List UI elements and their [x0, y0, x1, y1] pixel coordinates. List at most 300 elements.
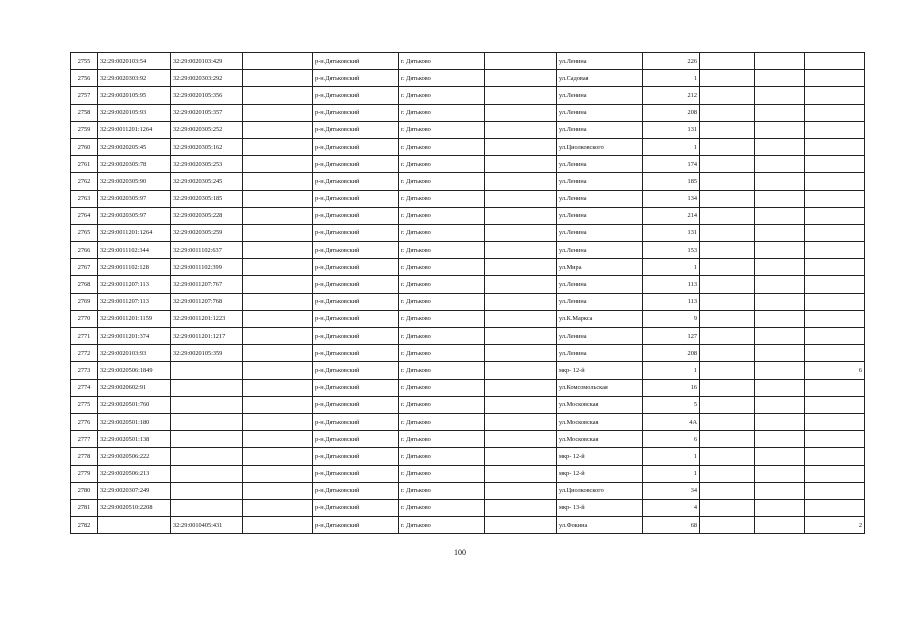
empty-cell — [485, 482, 557, 499]
empty-cell — [243, 104, 313, 121]
row-number-cell: 2770 — [71, 310, 98, 327]
district-cell: р-н.Дятьковский — [313, 242, 399, 259]
house-number-cell: 1 — [643, 448, 700, 465]
row-number-cell: 2767 — [71, 259, 98, 276]
street-cell: ул.Ленина — [557, 293, 643, 310]
district-cell: р-н.Дятьковский — [313, 156, 399, 173]
empty-cell — [755, 396, 805, 413]
apartment-number-cell — [805, 259, 865, 276]
district-cell: р-н.Дятьковский — [313, 310, 399, 327]
house-number-cell: 16 — [643, 379, 700, 396]
empty-cell — [243, 121, 313, 138]
row-number-cell: 2762 — [71, 173, 98, 190]
empty-cell — [243, 396, 313, 413]
city-cell: г. Дятьково — [399, 396, 485, 413]
empty-cell — [700, 259, 755, 276]
empty-cell — [485, 242, 557, 259]
house-number-cell: 4 — [643, 499, 700, 516]
empty-cell — [700, 242, 755, 259]
city-cell: г. Дятьково — [399, 53, 485, 70]
row-number-cell: 2758 — [71, 104, 98, 121]
city-cell: г. Дятьково — [399, 70, 485, 87]
object-cadastral-number-cell: 32:29:0020103:429 — [171, 53, 243, 70]
empty-cell — [485, 328, 557, 345]
empty-cell — [755, 242, 805, 259]
street-cell: ул.Ленина — [557, 87, 643, 104]
empty-cell — [700, 138, 755, 155]
empty-cell — [755, 121, 805, 138]
district-cell: р-н.Дятьковский — [313, 396, 399, 413]
table-row — [71, 70, 865, 87]
city-cell: г. Дятьково — [399, 499, 485, 516]
table-row — [71, 465, 865, 482]
cadastral-number-cell: 32:29:0011201:1264 — [98, 121, 171, 138]
district-cell: р-н.Дятьковский — [313, 87, 399, 104]
table-row — [71, 310, 865, 327]
street-cell: ул.Мира — [557, 259, 643, 276]
cadastral-number-cell: 32:29:0020105:93 — [98, 104, 171, 121]
empty-cell — [700, 173, 755, 190]
apartment-number-cell — [805, 310, 865, 327]
object-cadastral-number-cell: 32:29:0020305:259 — [171, 224, 243, 241]
street-cell: ул.Ленина — [557, 173, 643, 190]
street-cell: ул.Циолковского — [557, 482, 643, 499]
empty-cell — [700, 379, 755, 396]
empty-cell — [700, 293, 755, 310]
object-cadastral-number-cell: 32:29:0020305:228 — [171, 207, 243, 224]
district-cell: р-н.Дятьковский — [313, 104, 399, 121]
apartment-number-cell — [805, 276, 865, 293]
apartment-number-cell — [805, 138, 865, 155]
empty-cell — [485, 138, 557, 155]
house-number-cell: 153 — [643, 242, 700, 259]
house-number-cell: 174 — [643, 156, 700, 173]
apartment-number-cell — [805, 448, 865, 465]
empty-cell — [755, 190, 805, 207]
apartment-number-cell — [805, 499, 865, 516]
row-number-cell: 2782 — [71, 517, 98, 534]
empty-cell — [755, 413, 805, 430]
empty-cell — [700, 362, 755, 379]
cadastral-number-cell: 32:29:0020105:95 — [98, 87, 171, 104]
object-cadastral-number-cell: 32:29:0011102:637 — [171, 242, 243, 259]
row-number-cell: 2765 — [71, 224, 98, 241]
empty-cell — [700, 310, 755, 327]
apartment-number-cell — [805, 482, 865, 499]
house-number-cell: 5 — [643, 396, 700, 413]
house-number-cell: 208 — [643, 104, 700, 121]
cadastral-number-cell: 32:29:0011207:113 — [98, 276, 171, 293]
empty-cell — [243, 413, 313, 430]
empty-cell — [700, 121, 755, 138]
apartment-number-cell — [805, 70, 865, 87]
empty-cell — [700, 517, 755, 534]
city-cell: г. Дятьково — [399, 276, 485, 293]
apartment-number-cell: 2 — [805, 517, 865, 534]
object-cadastral-number-cell — [171, 482, 243, 499]
district-cell: р-н.Дятьковский — [313, 190, 399, 207]
object-cadastral-number-cell: 32:29:0020305:253 — [171, 156, 243, 173]
table-row — [71, 138, 865, 155]
cadastral-number-cell: 32:29:0020103:93 — [98, 345, 171, 362]
empty-cell — [243, 173, 313, 190]
street-cell: ул.Московская — [557, 413, 643, 430]
empty-cell — [700, 448, 755, 465]
city-cell: г. Дятьково — [399, 138, 485, 155]
empty-cell — [700, 499, 755, 516]
table-row — [71, 53, 865, 70]
empty-cell — [700, 396, 755, 413]
row-number-cell: 2760 — [71, 138, 98, 155]
street-cell: мкр- 12-й — [557, 362, 643, 379]
empty-cell — [243, 328, 313, 345]
city-cell: г. Дятьково — [399, 431, 485, 448]
row-number-cell: 2774 — [71, 379, 98, 396]
house-number-cell: 34 — [643, 482, 700, 499]
empty-cell — [755, 259, 805, 276]
city-cell: г. Дятьково — [399, 379, 485, 396]
empty-cell — [700, 87, 755, 104]
cadastral-number-cell: 32:29:0020506:213 — [98, 465, 171, 482]
city-cell: г. Дятьково — [399, 482, 485, 499]
row-number-cell: 2780 — [71, 482, 98, 499]
table-row — [71, 104, 865, 121]
cadastral-number-cell: 32:29:0020305:97 — [98, 190, 171, 207]
table-row — [71, 224, 865, 241]
house-number-cell: 1 — [643, 70, 700, 87]
empty-cell — [243, 482, 313, 499]
city-cell: г. Дятьково — [399, 413, 485, 430]
page-number: 100 — [454, 548, 466, 557]
table-row — [71, 362, 865, 379]
table-row — [71, 87, 865, 104]
house-number-cell: 127 — [643, 328, 700, 345]
empty-cell — [755, 379, 805, 396]
empty-cell — [243, 276, 313, 293]
cadastral-number-cell: 32:29:0020305:90 — [98, 173, 171, 190]
empty-cell — [485, 293, 557, 310]
empty-cell — [755, 328, 805, 345]
object-cadastral-number-cell: 32:29:0011102:399 — [171, 259, 243, 276]
empty-cell — [485, 224, 557, 241]
empty-cell — [485, 499, 557, 516]
district-cell: р-н.Дятьковский — [313, 362, 399, 379]
object-cadastral-number-cell: 32:29:0020303:292 — [171, 70, 243, 87]
empty-cell — [755, 53, 805, 70]
empty-cell — [485, 156, 557, 173]
row-number-cell: 2775 — [71, 396, 98, 413]
empty-cell — [485, 345, 557, 362]
city-cell: г. Дятьково — [399, 156, 485, 173]
street-cell: ул.Ленина — [557, 53, 643, 70]
city-cell: г. Дятьково — [399, 224, 485, 241]
apartment-number-cell — [805, 53, 865, 70]
empty-cell — [243, 53, 313, 70]
street-cell: ул.Ленина — [557, 190, 643, 207]
cadastral-number-cell — [98, 517, 171, 534]
city-cell: г. Дятьково — [399, 310, 485, 327]
empty-cell — [243, 431, 313, 448]
district-cell: р-н.Дятьковский — [313, 413, 399, 430]
empty-cell — [700, 224, 755, 241]
district-cell: р-н.Дятьковский — [313, 121, 399, 138]
table-row — [71, 345, 865, 362]
table-row — [71, 293, 865, 310]
empty-cell — [485, 362, 557, 379]
empty-cell — [755, 276, 805, 293]
object-cadastral-number-cell — [171, 448, 243, 465]
city-cell: г. Дятьково — [399, 104, 485, 121]
district-cell: р-н.Дятьковский — [313, 276, 399, 293]
table-row — [71, 517, 865, 534]
street-cell: ул.Ленина — [557, 276, 643, 293]
city-cell: г. Дятьково — [399, 173, 485, 190]
table-row — [71, 276, 865, 293]
empty-cell — [485, 517, 557, 534]
district-cell: р-н.Дятьковский — [313, 328, 399, 345]
empty-cell — [755, 138, 805, 155]
row-number-cell: 2763 — [71, 190, 98, 207]
cadastral-number-cell: 32:29:0011201:1159 — [98, 310, 171, 327]
house-number-cell: 131 — [643, 121, 700, 138]
object-cadastral-number-cell: 32:29:0010405:431 — [171, 517, 243, 534]
house-number-cell: 68 — [643, 517, 700, 534]
district-cell: р-н.Дятьковский — [313, 173, 399, 190]
empty-cell — [755, 448, 805, 465]
apartment-number-cell — [805, 190, 865, 207]
district-cell: р-н.Дятьковский — [313, 448, 399, 465]
street-cell: ул.К.Маркса — [557, 310, 643, 327]
table-row — [71, 379, 865, 396]
empty-cell — [755, 465, 805, 482]
empty-cell — [700, 465, 755, 482]
cadastral-number-cell: 32:29:0020506:222 — [98, 448, 171, 465]
cadastral-number-cell: 32:29:0020307:249 — [98, 482, 171, 499]
house-number-cell: 1 — [643, 362, 700, 379]
cadastral-number-cell: 32:29:0020501:180 — [98, 413, 171, 430]
row-number-cell: 2773 — [71, 362, 98, 379]
cadastral-number-cell: 32:29:0020501:138 — [98, 431, 171, 448]
table-row — [71, 207, 865, 224]
apartment-number-cell — [805, 431, 865, 448]
object-cadastral-number-cell: 32:29:0011201:1223 — [171, 310, 243, 327]
empty-cell — [485, 259, 557, 276]
empty-cell — [755, 310, 805, 327]
apartment-number-cell — [805, 345, 865, 362]
row-number-cell: 2778 — [71, 448, 98, 465]
district-cell: р-н.Дятьковский — [313, 224, 399, 241]
street-cell: ул.Московская — [557, 431, 643, 448]
empty-cell — [755, 104, 805, 121]
object-cadastral-number-cell — [171, 379, 243, 396]
empty-cell — [485, 276, 557, 293]
empty-cell — [243, 190, 313, 207]
house-number-cell: 212 — [643, 87, 700, 104]
object-cadastral-number-cell: 32:29:0020305:162 — [171, 138, 243, 155]
row-number-cell: 2771 — [71, 328, 98, 345]
district-cell: р-н.Дятьковский — [313, 345, 399, 362]
cadastral-number-cell: 32:29:0020510:2208 — [98, 499, 171, 516]
apartment-number-cell — [805, 293, 865, 310]
cadastral-number-cell: 32:29:0011102:344 — [98, 242, 171, 259]
apartment-number-cell: 6 — [805, 362, 865, 379]
apartment-number-cell — [805, 156, 865, 173]
empty-cell — [243, 310, 313, 327]
row-number-cell: 2777 — [71, 431, 98, 448]
object-cadastral-number-cell: 32:29:0020305:185 — [171, 190, 243, 207]
row-number-cell: 2769 — [71, 293, 98, 310]
empty-cell — [755, 345, 805, 362]
house-number-cell: 214 — [643, 207, 700, 224]
empty-cell — [755, 173, 805, 190]
object-cadastral-number-cell: 32:29:0011207:768 — [171, 293, 243, 310]
street-cell: ул.Циолковского — [557, 138, 643, 155]
empty-cell — [755, 70, 805, 87]
apartment-number-cell — [805, 224, 865, 241]
apartment-number-cell — [805, 242, 865, 259]
row-number-cell: 2766 — [71, 242, 98, 259]
street-cell: мкр- 13-й — [557, 499, 643, 516]
row-number-cell: 2772 — [71, 345, 98, 362]
empty-cell — [243, 70, 313, 87]
empty-cell — [755, 362, 805, 379]
house-number-cell: 1 — [643, 259, 700, 276]
city-cell: г. Дятьково — [399, 242, 485, 259]
empty-cell — [485, 121, 557, 138]
cadastral-number-cell: 32:29:0020506:1849 — [98, 362, 171, 379]
empty-cell — [700, 104, 755, 121]
row-number-cell: 2781 — [71, 499, 98, 516]
empty-cell — [485, 379, 557, 396]
district-cell: р-н.Дятьковский — [313, 431, 399, 448]
house-number-cell: 134 — [643, 190, 700, 207]
district-cell: р-н.Дятьковский — [313, 70, 399, 87]
empty-cell — [243, 465, 313, 482]
empty-cell — [755, 87, 805, 104]
empty-cell — [700, 328, 755, 345]
street-cell: мкр- 12-й — [557, 465, 643, 482]
empty-cell — [485, 190, 557, 207]
empty-cell — [485, 310, 557, 327]
empty-cell — [243, 87, 313, 104]
house-number-cell: 208 — [643, 345, 700, 362]
house-number-cell: 4А — [643, 413, 700, 430]
city-cell: г. Дятьково — [399, 121, 485, 138]
empty-cell — [485, 207, 557, 224]
empty-cell — [755, 156, 805, 173]
street-cell: ул.Ленина — [557, 121, 643, 138]
row-number-cell: 2755 — [71, 53, 98, 70]
city-cell: г. Дятьково — [399, 362, 485, 379]
row-number-cell: 2757 — [71, 87, 98, 104]
empty-cell — [243, 293, 313, 310]
table-row — [71, 259, 865, 276]
house-number-cell: 6 — [643, 431, 700, 448]
object-cadastral-number-cell: 32:29:0011207:767 — [171, 276, 243, 293]
cadastral-number-cell: 32:29:0020602:91 — [98, 379, 171, 396]
cadastral-number-cell: 32:29:0020205:45 — [98, 138, 171, 155]
cadastral-number-cell: 32:29:0020303:92 — [98, 70, 171, 87]
empty-cell — [243, 517, 313, 534]
cadastral-number-cell: 32:29:0011201:374 — [98, 328, 171, 345]
object-cadastral-number-cell — [171, 396, 243, 413]
city-cell: г. Дятьково — [399, 465, 485, 482]
cadastral-number-cell: 32:29:0011201:1264 — [98, 224, 171, 241]
street-cell: ул.Ленина — [557, 104, 643, 121]
object-cadastral-number-cell: 32:29:0020305:252 — [171, 121, 243, 138]
apartment-number-cell — [805, 379, 865, 396]
city-cell: г. Дятьково — [399, 207, 485, 224]
district-cell: р-н.Дятьковский — [313, 53, 399, 70]
house-number-cell: 1 — [643, 465, 700, 482]
table-row — [71, 242, 865, 259]
district-cell: р-н.Дятьковский — [313, 138, 399, 155]
street-cell: ул.Ленина — [557, 156, 643, 173]
registry-table — [70, 52, 865, 534]
table-row — [71, 431, 865, 448]
cadastral-number-cell: 32:29:0020103:54 — [98, 53, 171, 70]
empty-cell — [243, 362, 313, 379]
district-cell: р-н.Дятьковский — [313, 482, 399, 499]
empty-cell — [755, 224, 805, 241]
city-cell: г. Дятьково — [399, 190, 485, 207]
apartment-number-cell — [805, 465, 865, 482]
city-cell: г. Дятьково — [399, 259, 485, 276]
empty-cell — [485, 431, 557, 448]
row-number-cell: 2779 — [71, 465, 98, 482]
object-cadastral-number-cell: 32:29:0020105:357 — [171, 104, 243, 121]
city-cell: г. Дятьково — [399, 517, 485, 534]
apartment-number-cell — [805, 396, 865, 413]
house-number-cell: 113 — [643, 293, 700, 310]
house-number-cell: 185 — [643, 173, 700, 190]
district-cell: р-н.Дятьковский — [313, 499, 399, 516]
object-cadastral-number-cell — [171, 362, 243, 379]
empty-cell — [243, 138, 313, 155]
empty-cell — [243, 242, 313, 259]
empty-cell — [243, 156, 313, 173]
district-cell: р-н.Дятьковский — [313, 207, 399, 224]
empty-cell — [700, 190, 755, 207]
street-cell: ул.Садовая — [557, 70, 643, 87]
empty-cell — [700, 70, 755, 87]
district-cell: р-н.Дятьковский — [313, 259, 399, 276]
city-cell: г. Дятьково — [399, 345, 485, 362]
table-row — [71, 190, 865, 207]
empty-cell — [485, 53, 557, 70]
empty-cell — [755, 207, 805, 224]
empty-cell — [243, 259, 313, 276]
object-cadastral-number-cell — [171, 465, 243, 482]
house-number-cell: 1 — [643, 138, 700, 155]
house-number-cell: 131 — [643, 224, 700, 241]
object-cadastral-number-cell: 32:29:0020105:356 — [171, 87, 243, 104]
empty-cell — [485, 104, 557, 121]
empty-cell — [243, 499, 313, 516]
empty-cell — [243, 345, 313, 362]
empty-cell — [700, 156, 755, 173]
table-row — [71, 499, 865, 516]
table-row — [71, 413, 865, 430]
table-row — [71, 173, 865, 190]
apartment-number-cell — [805, 328, 865, 345]
city-cell: г. Дятьково — [399, 328, 485, 345]
empty-cell — [755, 482, 805, 499]
table-row — [71, 328, 865, 345]
row-number-cell: 2768 — [71, 276, 98, 293]
apartment-number-cell — [805, 173, 865, 190]
apartment-number-cell — [805, 121, 865, 138]
